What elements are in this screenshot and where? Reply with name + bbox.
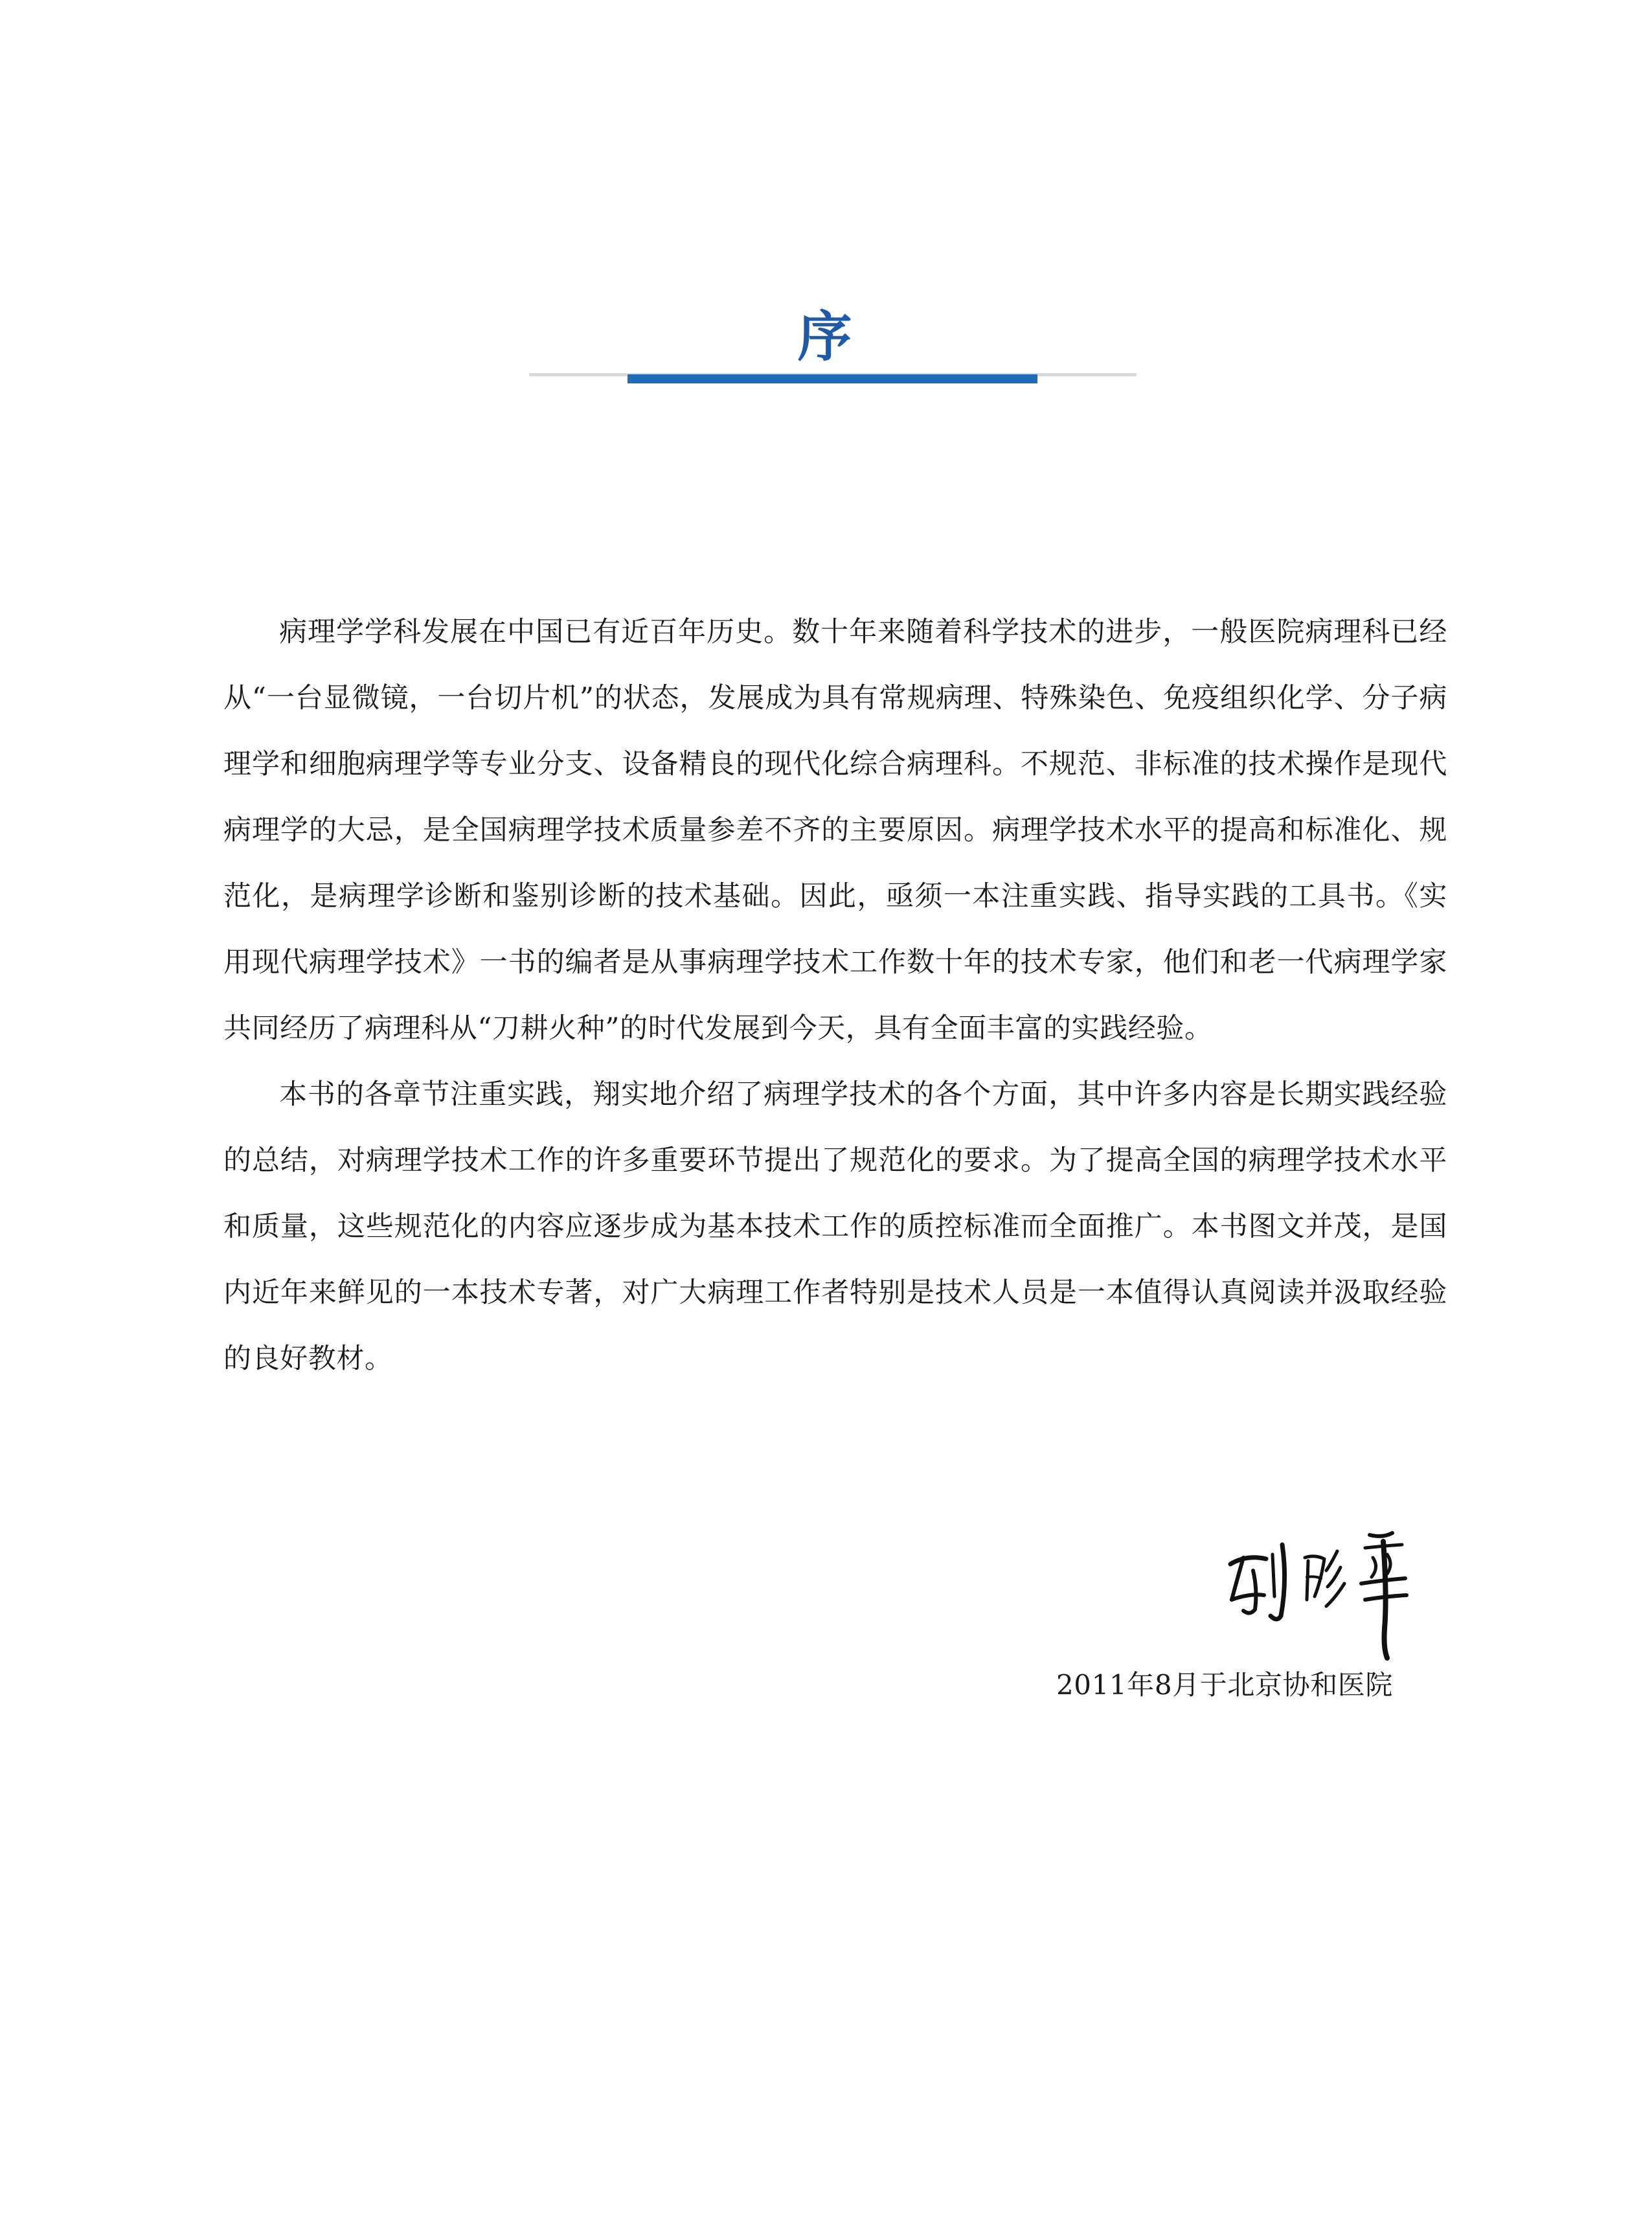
handwritten-signature	[1217, 1519, 1431, 1668]
paragraph-2: 本书的各章节注重实践，翔实地介绍了病理学技术的各个方面，其中许多内容是长期实践经验的总结，对病理学技术工作的许多重要环节提出了规范化的要求。为了提高全国的病理学技术水平和质量，这些规范化的内容应逐步成为基本技术工作的质控标准而全面推广。本书图文并茂，是国内近年来鲜见的一本技术专著，对广大病理工作者特别是技术人员是一本值得认真阅读并汲取经验的良好教材。	[223, 1078, 1447, 1375]
page-title: 序	[797, 304, 855, 369]
title-underline-accent	[628, 374, 1037, 383]
date-place: 2011年8月于北京协和医院	[1056, 1669, 1393, 1701]
paragraph-1: 病理学学科发展在中国已有近百年历史。数十年来随着科学技术的进步，一般医院病理科已经从“一台显微镜，一台切片机”的状态，发展成为具有常规病理、特殊染色、免疫组织化学、分子病理学和细胞病理学等专业分支、设备精良的现代化综合病理科。不规范、非标准的技术操作是现代病理学的大忌，是全国病理学技术质量参差不齐的主要原因。病理学技术水平的提高和标准化、规范化，是病理学诊断和鉴别诊断的技术基础。因此，亟须一本注重实践、指导实践的工具书。《实用现代病理学技术》一书的编者是从事病理学技术工作数十年的技术专家，他们和老一代病理学家共同经历了病理科从“刀耕火种”的时代发展到今天，具有全面丰富的实践经验。	[223, 616, 1447, 1045]
preface-body	[223, 599, 1447, 1392]
